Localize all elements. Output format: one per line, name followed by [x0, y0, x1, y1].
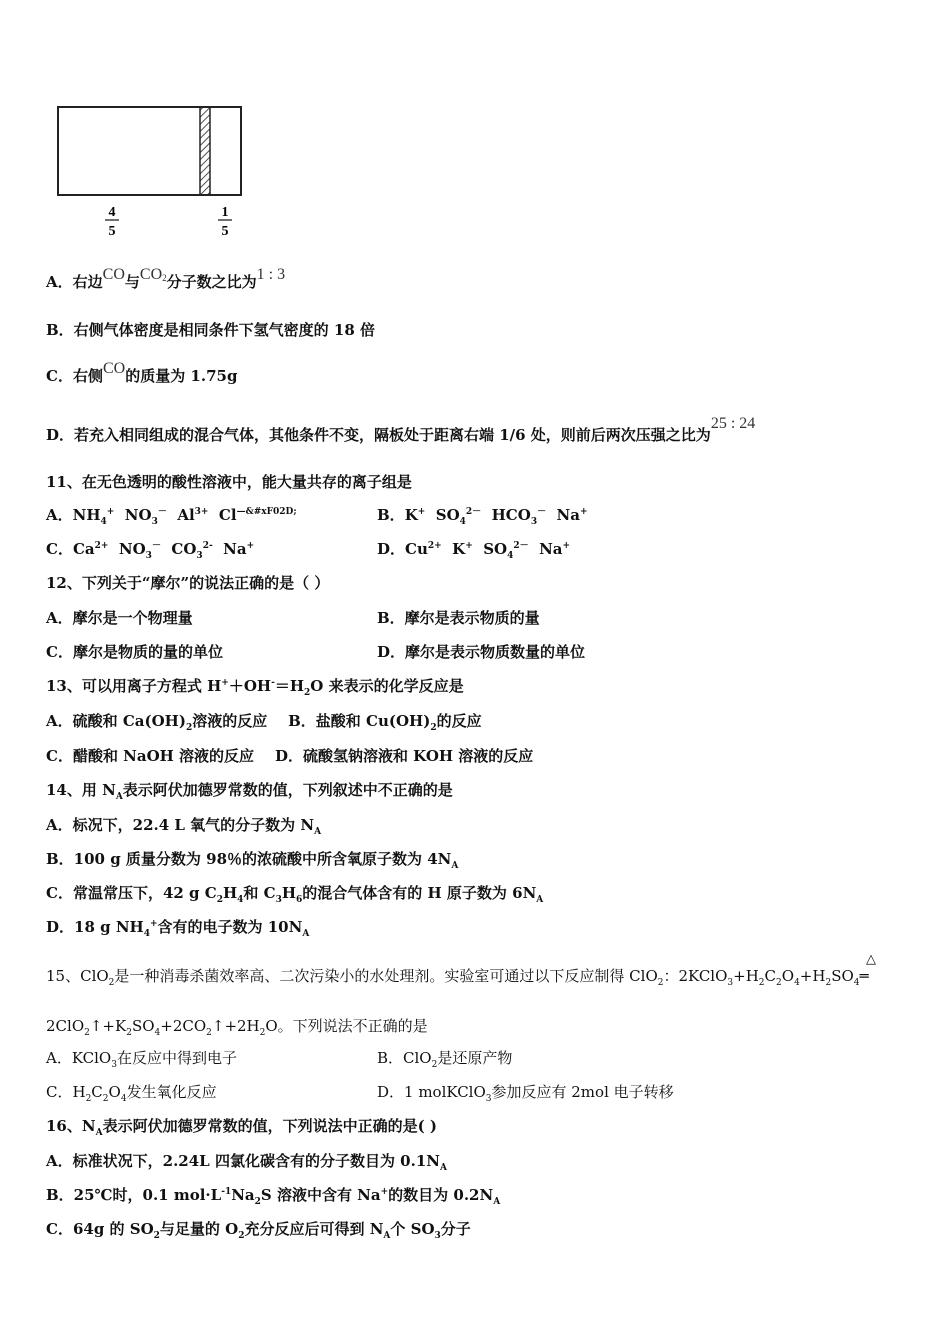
q13-stem: 13、可以用离子方程式 $H^++OH^-=H_2O$ 来表示的化学反应是: [46, 677, 464, 698]
fraction-left-num: 4: [108, 205, 116, 220]
q10-option-c: C．右侧CO的质量为 1.75g: [46, 360, 238, 385]
fraction-right-num: 1: [221, 205, 229, 220]
q14-option-c: C．常温常压下，42 g $C_2H_4$和 $C_3H_6$的混合气体含有的 H 原子数为 $6N_A$: [46, 884, 544, 905]
q15-stem-line2: $2ClO_2↑+K_2SO_4+2CO_2↑+2H_2O$。下列说法不正确的是: [46, 1017, 428, 1038]
q10-option-d: D．若充入相同组成的混合气体，其他条件不变，隔板处于距离右端 1/6 处，则前后两次压强之比为25 : 24: [46, 415, 756, 444]
q11-options-ab: A．$NH_4^+$ $NO_3^-$ $Al^{3+}$ $Cl^{—\&\#xF02D;}$ B．K+ $SO_4^{2-}$ $HCO_3^-$ Na+: [46, 506, 588, 527]
q16-option-a: A．标准状况下，2.24L 四氯化碳含有的分子数目为 $0.1N_A$: [46, 1152, 447, 1173]
fraction-left: [105, 205, 119, 239]
q10-option-b: B．右侧气体密度是相同条件下氢气密度的 18 倍: [46, 321, 375, 339]
q13-options-ab: A．硫酸和 $Ca(OH)_2$溶液的反应 B．盐酸和 $Cu(OH)_2$的反应: [46, 712, 482, 733]
q11-options-cd: C．$Ca^{2+}$ $NO_3^-$ $CO_3^{2-}$ Na+ D．$Cu^{2+}$ K+ $SO_4^{2-}$ Na+: [46, 540, 571, 561]
q15-options-ab: A．KClO$_3$在反应中得到电子 B．ClO$_2$是还原产物: [46, 1049, 513, 1070]
q16-stem: 16、$N_A$表示阿伏加德罗常数的值，下列说法中正确的是( ): [46, 1117, 437, 1138]
partition-diagram: [40, 100, 260, 245]
container-box: [58, 107, 241, 195]
q16-option-b: B．25℃时，0.1 $mol\cdot L^{-1}Na_2S$ 溶液中含有 Na+的数目为 $0.2N_A$: [46, 1186, 501, 1207]
q14-option-d: D．18 g $NH_4^+$含有的电子数为 $10N_A$: [46, 918, 310, 939]
q13-options-cd: C．醋酸和 NaOH 溶液的反应 D．硫酸氢钠溶液和 KOH 溶液的反应: [46, 747, 534, 765]
q11-stem: 11、在无色透明的酸性溶液中，能大量共存的离子组是: [46, 473, 412, 491]
partition-board: [200, 107, 210, 195]
heating-delta-symbol: △: [866, 952, 876, 967]
fraction-right-den: 5: [221, 224, 229, 239]
q12-options-ab: A．摩尔是一个物理量 B．摩尔是表示物质的量: [46, 609, 540, 627]
fraction-right: [218, 205, 232, 239]
q15-stem-line1: 15、ClO$_2$是一种消毒杀菌效率高、二次污染小的水处理剂。实验室可通过以下反应制得 ClO$_2$：$2KClO_3+H_2C_2O_4+H_2SO_4═$: [46, 967, 869, 988]
q14-option-a: A．标况下，22.4 L 氧气的分子数为 $N_A$: [46, 816, 322, 837]
q14-option-b: B．100 g 质量分数为 98％的浓硫酸中所含氧原子数为 $4N_A$: [46, 850, 459, 871]
q12-stem: 12、下列关于“摩尔”的说法正确的是（ ）: [46, 574, 330, 592]
q16-option-c: C．64g 的 $SO_2$与足量的 $O_2$充分反应后可得到 $N_A$个 $SO_3$分子: [46, 1220, 471, 1241]
q10-option-a: A．右边CO与$CO_2$分子数之比为1 : 3: [46, 266, 286, 291]
q14-stem: 14、用 $N_A$表示阿伏加德罗常数的值，下列叙述中不正确的是: [46, 781, 453, 802]
fraction-left-den: 5: [108, 224, 116, 239]
q12-options-cd: C．摩尔是物质的量的单位 D．摩尔是表示物质数量的单位: [46, 643, 586, 661]
q15-options-cd: C．$H_2C_2O_4$发生氧化反应 D．1 molKClO$_3$参加反应有 2mol 电子转移: [46, 1083, 674, 1104]
